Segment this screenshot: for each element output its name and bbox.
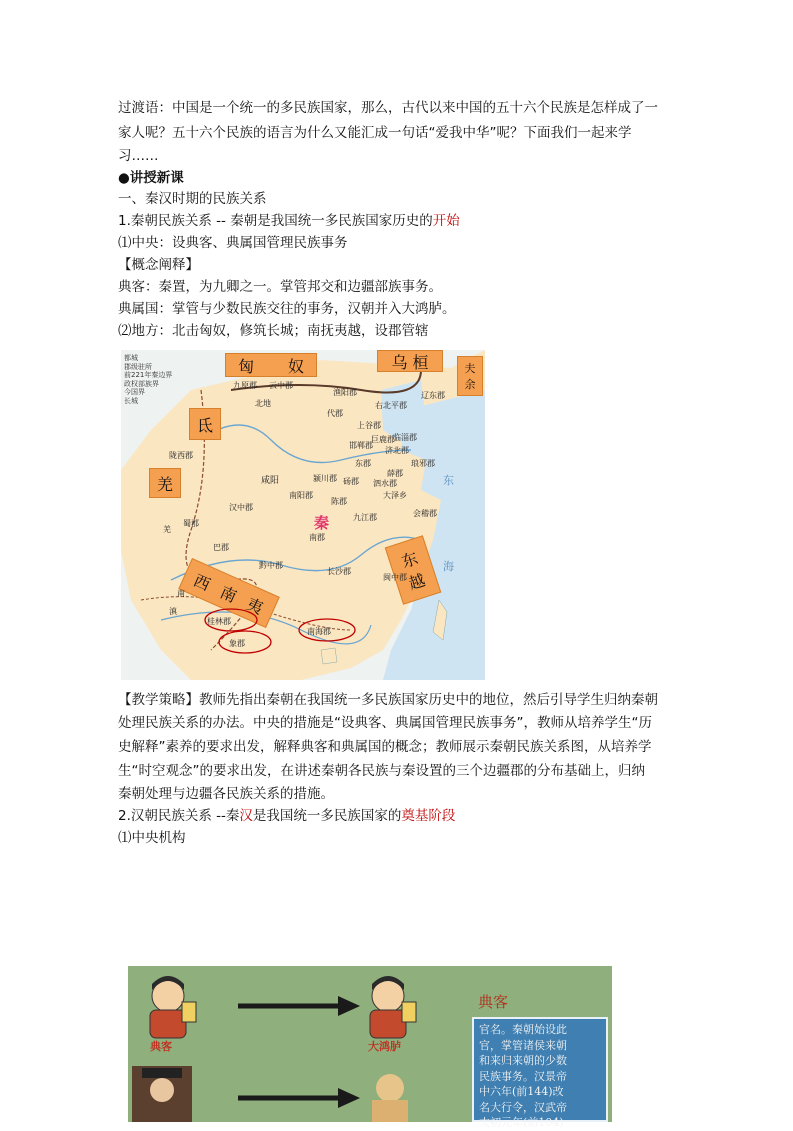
place-name: 琅邪郡 xyxy=(411,459,435,468)
han-relations-title xyxy=(118,806,455,826)
place-name: 陇西郡 xyxy=(169,451,193,460)
xiangjun-circle xyxy=(219,631,271,653)
qin-central-measure: ⑴中央：设典客、典属国管理民族事务 xyxy=(118,235,348,251)
legend-item: 郡级驻所 xyxy=(124,362,152,371)
place-name: 桂林郡 xyxy=(207,617,231,626)
place-name: 巴郡 xyxy=(213,543,229,552)
place-name: 会稽郡 xyxy=(413,509,437,518)
qin-local-measure: ⑵地方：北击匈奴，修筑长城；南抚夷越，设郡管辖 xyxy=(118,323,429,339)
han-central-institution: ⑴中央机构 xyxy=(118,830,186,846)
qin-ethnic-map xyxy=(121,350,485,680)
place-name: 陈郡 xyxy=(331,497,347,506)
place-name: 羌 xyxy=(163,525,171,534)
place-name: 东 xyxy=(443,474,454,487)
place-name: 薛郡 xyxy=(387,469,403,478)
map-circles xyxy=(121,350,485,680)
place-name: 泗水郡 xyxy=(373,479,397,488)
nanhai-circle xyxy=(299,619,355,641)
strategy-line-3: 史解释”素养的要求出发，解释典客和典属国的概念；教师展示秦朝民族关系图，从培养学 xyxy=(118,739,652,755)
dianke-figure xyxy=(150,976,196,1038)
place-name: 辽东郡 xyxy=(421,391,445,400)
place-name: 汉中郡 xyxy=(229,503,253,512)
place-name: 颍川郡 xyxy=(313,474,337,483)
concept-label: 【概念阐释】 xyxy=(118,257,199,273)
dongyue-char-1: 东 xyxy=(399,548,421,572)
qin-title-highlight: 开始 xyxy=(432,213,460,229)
place-name: 黔中郡 xyxy=(259,561,283,570)
place-name: 闽中郡 xyxy=(383,573,407,582)
strategy-line-2: 处理民族关系的办法。中央的措施是“设典客、典属国管理民族事务”，教师从培养学生“历 xyxy=(118,715,652,731)
strategy-line-1: 【教学策略】教师先指出秦朝在我国统一多民族国家历史中的地位，然后引导学生归纳秦朝 xyxy=(118,692,658,708)
place-name: 东郡 xyxy=(355,459,371,468)
fuyu-char-2: 余 xyxy=(464,378,476,391)
place-name: 南阳郡 xyxy=(289,491,313,500)
place-name: 云中郡 xyxy=(269,381,293,390)
guilin-circle xyxy=(205,609,257,631)
place-name: 济北郡 xyxy=(385,446,409,455)
place-name: 上谷郡 xyxy=(357,421,381,430)
comic-title: 典客 xyxy=(478,993,509,1011)
di-label: 氐 xyxy=(189,408,221,440)
transition-line-3: 习…… xyxy=(118,148,159,164)
wuhuan-label: 乌 桓 xyxy=(377,350,443,372)
xiongnu-char-2: 奴 xyxy=(287,356,304,376)
qin-label: 秦 xyxy=(314,514,330,532)
place-name: 巨鹿郡 xyxy=(371,435,395,444)
place-name: 大泽乡 xyxy=(383,491,407,500)
place-name: 右北平郡 xyxy=(375,401,407,410)
xinanyi-char-1: 西 xyxy=(190,570,214,595)
section-heading: ●讲授新课 xyxy=(118,170,184,186)
qiang-label: 羌 xyxy=(149,468,181,498)
legend-item: 政权部族界 xyxy=(124,379,159,388)
place-name: 南郡 xyxy=(309,533,325,542)
dianshuguo-definition: 典属国：掌管与少数民族交往的事务，汉朝并入大鸿胪。 xyxy=(118,301,456,317)
qin-relations-title xyxy=(118,211,460,231)
strategy-line-4: 生“时空观念”的要求出发，在讲述秦朝各民族与秦设置的三个边疆郡的分布基础上，归纳 xyxy=(118,763,645,779)
dahonglu-figure xyxy=(370,976,416,1038)
fuyu-char-1: 夫 xyxy=(464,362,476,375)
legend-item: 今国界 xyxy=(124,388,145,396)
qin-title-text: 1.秦朝民族关系 -- 秦朝是我国统一多民族国家历史的 xyxy=(118,213,433,229)
transition-line-2: 家人呢？五十六个民族的语言为什么又能汇成一句话“爱我中华”呢？下面我们一起来学 xyxy=(118,125,632,141)
place-name: 长沙郡 xyxy=(327,567,351,576)
dongyue-char-2: 越 xyxy=(406,570,428,594)
legend-item: 长城 xyxy=(124,396,138,405)
place-name: 北地 xyxy=(255,399,271,408)
place-name: 代郡 xyxy=(327,409,343,418)
han-title-han: 汉 xyxy=(239,808,253,824)
place-name: 南海郡 xyxy=(307,627,331,636)
place-name: 滇 xyxy=(169,607,177,616)
strategy-line-5: 秦朝处理与边疆各民族关系的措施。 xyxy=(118,786,334,802)
place-name: 九原郡 xyxy=(233,381,257,390)
dahonglu-caption: 大鸿胪 xyxy=(368,1040,401,1053)
transition-line-1: 过渡语：中国是一个统一的多民族国家，那么，古代以来中国的五十六个民族是怎样成了一 xyxy=(118,100,658,116)
han-title-mid: 是我国统一多民族国家的 xyxy=(252,808,402,824)
place-name: 蜀郡 xyxy=(183,519,199,528)
xiongnu-char-1: 匈 xyxy=(238,356,255,376)
place-name: 临淄郡 xyxy=(393,433,417,442)
han-title-highlight: 奠基阶段 xyxy=(401,808,456,824)
legend-item: 都城 xyxy=(124,354,138,362)
dianke-definition: 典客：秦置，为九卿之一。掌管邦交和边疆部族事务。 xyxy=(118,279,442,295)
place-name: 海 xyxy=(443,560,454,573)
place-name: 九江郡 xyxy=(353,513,377,522)
place-name: 邯郸郡 xyxy=(349,441,373,450)
xinanyi-char-2: 南 xyxy=(217,581,240,606)
dianke-caption: 典客 xyxy=(150,1040,172,1053)
dianke-note: 官名。秦朝始设此 官，掌管诸侯来朝 和来归来朝的少数 民族事务。汉景帝 中六年(前144)改 名大行令，汉武帝 太初元年(前104) xyxy=(472,1017,608,1122)
han-title-prefix: 2.汉朝民族关系 --秦 xyxy=(118,808,240,824)
part-one-heading: 一、秦汉时期的民族关系 xyxy=(118,191,267,207)
place-name: 象郡 xyxy=(229,639,245,648)
legend-item: 前221年秦边界 xyxy=(124,371,173,379)
place-name: 南 xyxy=(177,589,185,598)
place-name: 咸阳 xyxy=(261,476,280,486)
xinanyi-char-3: 夷 xyxy=(243,593,267,618)
place-name: 渔阳郡 xyxy=(333,388,357,397)
place-name: 砀郡 xyxy=(343,477,359,486)
